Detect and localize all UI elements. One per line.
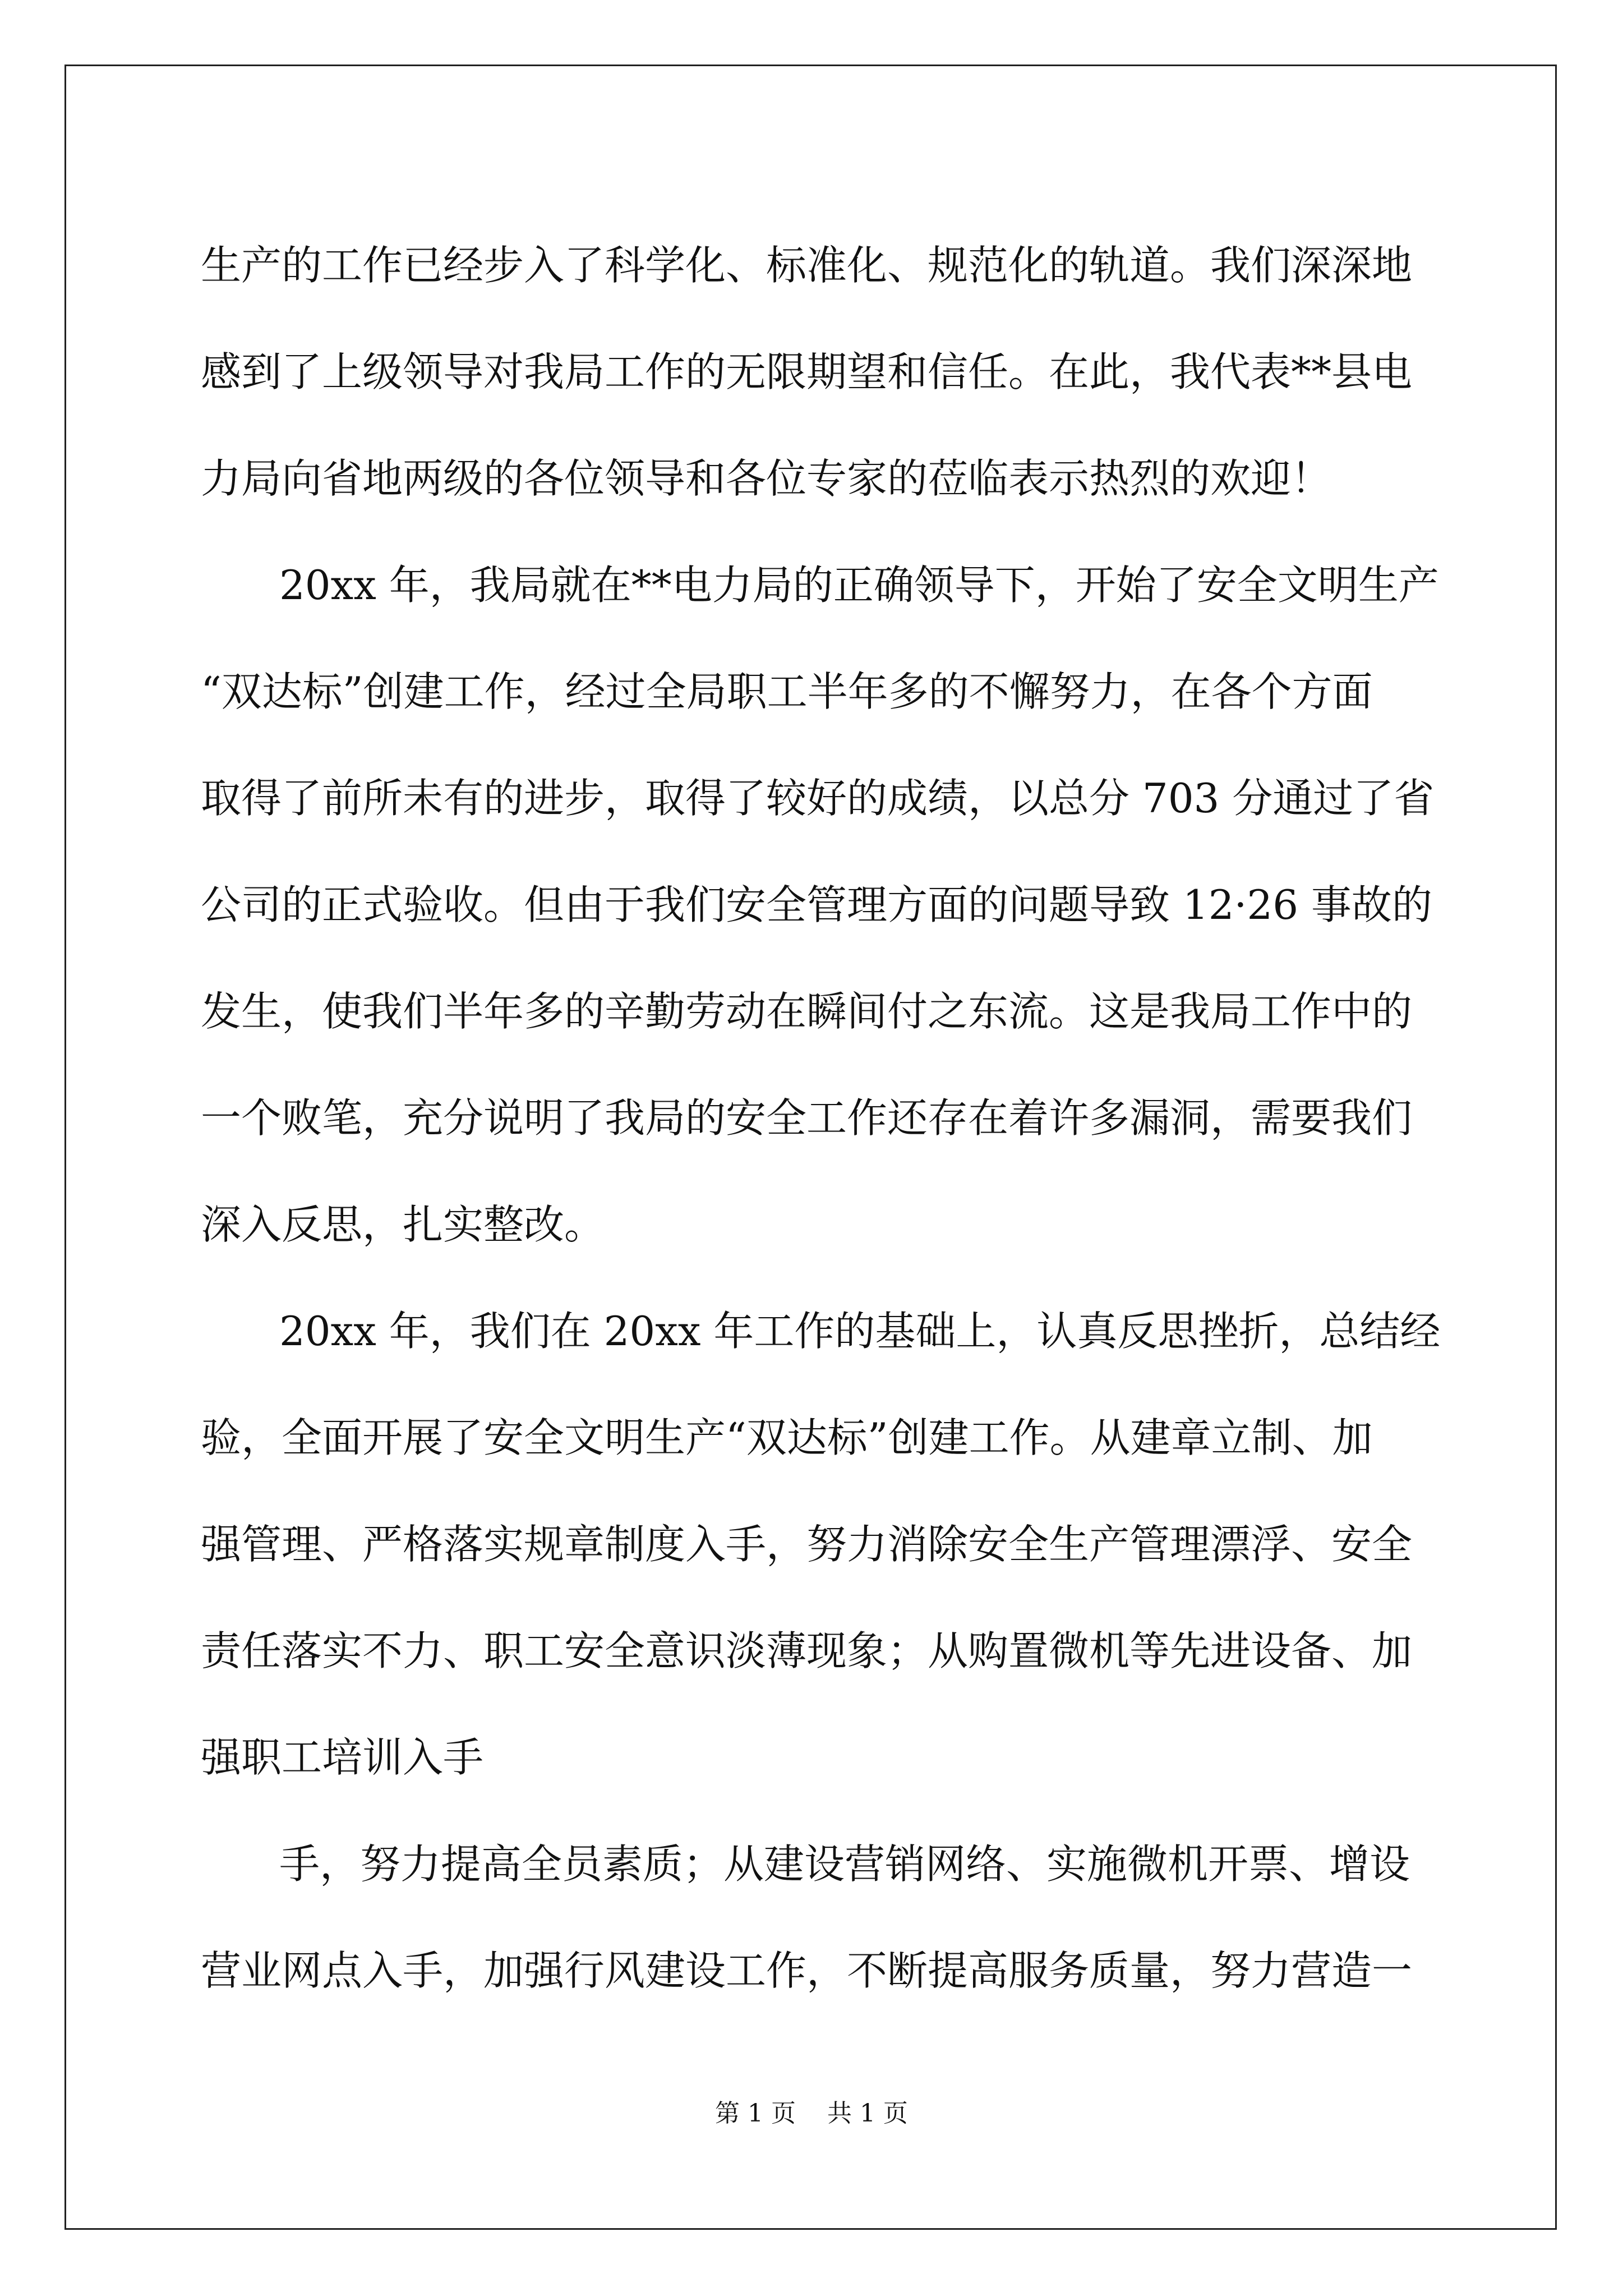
page-number-footer: 第 1 页 共 1 页 xyxy=(715,2099,908,2128)
text-line: 发生，使我们半年多的辛勤劳动在瞬间付之东流。这是我局工作中的 xyxy=(201,988,1413,1035)
document-body xyxy=(201,212,1441,2024)
text-line: 公司的正式验收。但由于我们安全管理方面的问题导致 12·26 事故的 xyxy=(201,881,1432,928)
text-line: 一个败笔，充分说明了我局的安全工作还存在着许多漏洞，需要我们 xyxy=(201,1094,1413,1142)
text-line: 营业网点入手，加强行风建设工作，不断提高服务质量，努力营造一 xyxy=(201,1947,1413,1994)
text-line: 强管理、严格落实规章制度入手，努力消除安全生产管理漂浮、安全 xyxy=(201,1521,1413,1568)
text-line: 验，全面开展了安全文明生产“双达标”创建工作。从建章立制、加 xyxy=(201,1414,1373,1461)
text-line: 手，努力提高全员素质；从建设营销网络、实施微机开票、增设 xyxy=(279,1841,1410,1888)
text-line: 感到了上级领导对我局工作的无限期望和信任。在此，我代表**县电 xyxy=(201,348,1413,395)
text-line: 取得了前所未有的进步，取得了较好的成绩，以总分 703 分通过了省 xyxy=(201,775,1435,822)
text-line: 20xx 年，我局就在**电力局的正确领导下，开始了安全文明生产 xyxy=(279,562,1439,609)
text-line: 责任落实不力、职工安全意识淡薄现象；从购置微机等先进设备、加 xyxy=(201,1627,1413,1674)
text-line: “双达标”创建工作，经过全局职工半年多的不懈努力，在各个方面 xyxy=(201,668,1373,715)
text-line: 深入反思，扎实整改。 xyxy=(201,1201,605,1248)
text-line: 生产的工作已经步入了科学化、标准化、规范化的轨道。我们深深地 xyxy=(201,242,1413,289)
text-line: 力局向省地两级的各位领导和各位专家的莅临表示热烈的欢迎！ xyxy=(201,455,1332,502)
text-line: 20xx 年，我们在 20xx 年工作的基础上，认真反思挫折，总结经 xyxy=(279,1308,1441,1355)
text-line: 强职工培训入手 xyxy=(201,1734,484,1781)
